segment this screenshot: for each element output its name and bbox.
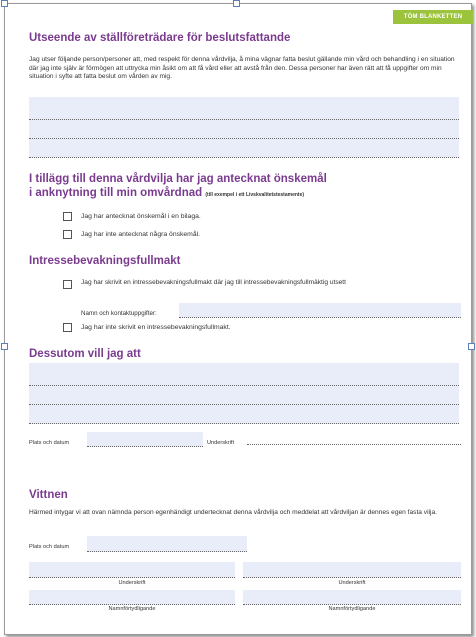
- additional-field-1[interactable]: [29, 363, 459, 386]
- no-wishes-label: Jag har inte antecknat några önskemål.: [81, 231, 201, 238]
- signature-label: Underskrift: [207, 440, 235, 446]
- wishes-attached-checkbox[interactable]: [63, 212, 72, 221]
- witness1-signature-field[interactable]: [29, 562, 235, 578]
- resize-handle-left[interactable]: [1, 343, 8, 350]
- section-body-representative: Jag utser följande person/personer att, med respekt för denna vårdvilja, å mina vägnar fatta beslut gällande min vård och behandling i en situation där jag inte själv är förmögen att uttrycka min åsikt om att få vård eller att avstå från den. Dessa personer har även rätt att få uppgifter om min situation i syfte att fatta beslut om vården av mig.: [29, 56, 455, 81]
- representative-field-3[interactable]: [29, 139, 459, 158]
- section-title-proxy: Intressebevakningsfullmakt: [29, 255, 181, 267]
- no-wishes-checkbox[interactable]: [63, 230, 72, 239]
- section-title-additional: Dessutom vill jag att: [29, 348, 141, 360]
- proxy-name-field[interactable]: [179, 303, 461, 318]
- witness2-signature-label: Underskrift: [338, 580, 366, 586]
- witness2-signature-field[interactable]: [243, 562, 461, 578]
- signature-line[interactable]: [247, 444, 461, 445]
- wishes-attached-label: Jag har antecknat önskemål i en bilaga.: [81, 213, 201, 220]
- resize-handle-right[interactable]: [468, 343, 475, 350]
- no-proxy-label: Jag har inte skrivit en intressebevakningsfullmakt.: [81, 324, 231, 331]
- witness1-signature-label: Underskrift: [118, 580, 146, 586]
- resize-handle-top-left[interactable]: [1, 0, 8, 7]
- witness1-name-field[interactable]: [29, 590, 235, 605]
- resize-handle-top[interactable]: [233, 0, 240, 7]
- section-body-witnesses: Härmed intygar vi att ovan nämnda person egenhändigt undertecknat denna vårdvilja och meddelat att vårdviljan är dennes egen fasta vilja.: [29, 509, 437, 516]
- section-title-wishes-line2: i anknytning till min omvårdnad: [29, 187, 203, 199]
- place-date-label: Plats och datum: [29, 440, 70, 446]
- representative-field-1[interactable]: [29, 97, 459, 120]
- proxy-written-checkbox[interactable]: [63, 280, 72, 289]
- form-page: [4, 3, 472, 635]
- section-title-wishes-note: (till exempel i ett Livskvalitetstestamente): [205, 192, 305, 198]
- section-title-representative: Utseende av ställföreträdare för beslutsfattande: [29, 32, 291, 44]
- proxy-written-label: Jag har skrivit en intressebevakningsfullmakt där jag till intressebevakningsfullmäktig utsett: [81, 279, 346, 286]
- witness2-name-label: Namnförtydligande: [328, 606, 376, 612]
- no-proxy-checkbox[interactable]: [63, 323, 72, 332]
- proxy-name-label: Namn och kontaktuppgifter:: [81, 310, 157, 317]
- witness-place-date-field[interactable]: [87, 536, 247, 552]
- section-title-wishes-line1: I tillägg till denna vårdvilja har jag antecknat önskemål: [29, 173, 327, 185]
- witness1-name-label: Namnförtydligande: [108, 606, 156, 612]
- additional-field-3[interactable]: [29, 405, 459, 424]
- witness-place-date-label: Plats och datum: [29, 544, 70, 550]
- clear-form-button[interactable]: TÖM BLANKETTEN: [393, 10, 473, 24]
- additional-field-2[interactable]: [29, 386, 459, 405]
- section-title-wishes: [29, 172, 469, 202]
- section-title-witnesses: Vittnen: [29, 489, 68, 501]
- representative-field-2[interactable]: [29, 120, 459, 139]
- witness2-name-field[interactable]: [243, 590, 461, 605]
- place-date-field[interactable]: [87, 432, 203, 447]
